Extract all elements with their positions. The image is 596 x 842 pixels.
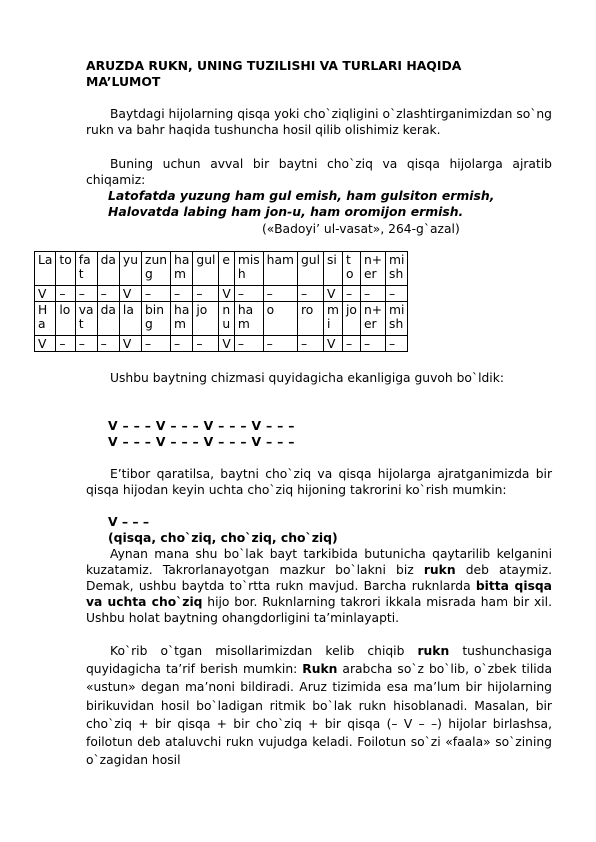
table-cell: – [234, 286, 263, 302]
table-cell: yu [119, 252, 141, 286]
table-cell: – [97, 286, 119, 302]
verse-line-1: Latofatda yuzung ham gul emish, ham gulsiton ermish, [108, 188, 495, 203]
table-cell: V [35, 286, 56, 302]
table-cell: t o [342, 252, 360, 286]
table-cell: – [386, 336, 408, 352]
table-cell: H a [35, 302, 56, 336]
table-cell: m i [324, 302, 343, 336]
page-title: ARUZDA RUKN, UNING TUZILISHI VA TURLARI HAQIDA MA’LUMOT [86, 58, 462, 89]
table-cell: lo [56, 302, 75, 336]
table-cell: – [360, 336, 385, 352]
table-cell: – [171, 336, 193, 352]
table-cell: jo [342, 302, 360, 336]
table-cell: – [171, 286, 193, 302]
table-row [35, 302, 408, 336]
table-cell: ha m [171, 252, 193, 286]
table-cell: n+ er [360, 252, 385, 286]
table-cell: V [219, 286, 234, 302]
scheme-intro-paragraph: Ushbu baytning chizmasi quyidagicha ekanligiga guvoh bo`ldik: [110, 371, 504, 385]
table-cell: – [342, 336, 360, 352]
table-cell: jo [193, 302, 219, 336]
rukn-pattern: V – – – [108, 514, 150, 529]
table-cell: fa t [75, 252, 97, 286]
table-cell: to [56, 252, 75, 286]
rukn-definition-paragraph: Ko`rib o`tgan misollarimizdan kelib chiqib rukn tushunchasiga quyidagicha ta’rif berish mumkin: Rukn arabcha so`z bo`lib, o`zbek tilida «ustun» degan ma’noni bildiradi. Aruz tizimida esa ma’lum bir hijolarning birikuvidan hosil bo`ladigan ritmik bo`lak rukn hisoblanadi. Masalan, bir cho`ziq + bir qisqa + bir cho`ziq + bir qisqa (– V – –) hijolar birlashsa, foilotun deb ataluvchi rukn vujudga keladi. Foilotun so`zi «faala» so`zining o`zagidan hosil [86, 644, 553, 768]
table-cell: ham [263, 252, 297, 286]
verse-line-2: Halovatda labing ham jon-u, ham oromijon ermish. [108, 204, 464, 219]
table-row [35, 286, 408, 302]
table-cell: la [119, 302, 141, 336]
verse-source: («Badoyi’ ul-vasat», 264-g`azal) [262, 222, 460, 236]
table-cell: – [142, 286, 171, 302]
table-cell: – [386, 286, 408, 302]
table-cell: – [263, 286, 297, 302]
table-cell: V [324, 286, 343, 302]
rukn-explanation-paragraph: Aynan mana shu bo`lak bayt tarkibida butunicha qaytarilib kelganini kuzatamiz. Takrorlanayotgan mazkur bo`lakni biz rukn deb ataymiz. Demak, ushbu baytda to`rtta rukn mavjud. Barcha ruknlarda bitta qisqa va uchta cho`ziq hijo bor. Ruknlarning takrori ikkala misrada ham bir xil. Ushbu holat baytning ohangdorligini ta’minlayapti. [86, 547, 552, 625]
table-cell: n+ er [360, 302, 385, 336]
table-cell: – [297, 336, 323, 352]
table-cell: ha m [171, 302, 193, 336]
table-cell: – [193, 286, 219, 302]
table-cell: ro [297, 302, 323, 336]
rukn-pattern-words: (qisqa, cho`ziq, cho`ziq, cho`ziq) [108, 530, 338, 545]
table-cell: n u [219, 302, 234, 336]
table-cell: – [297, 286, 323, 302]
table-cell: da [97, 252, 119, 286]
table-cell: V [119, 286, 141, 302]
table-cell: La [35, 252, 56, 286]
table-cell: V [324, 336, 343, 352]
table-cell: mi sh [386, 252, 408, 286]
table-cell: – [342, 286, 360, 302]
table-cell: zun g [142, 252, 171, 286]
table-cell: si [324, 252, 343, 286]
table-cell: mis h [234, 252, 263, 286]
table-cell: da [97, 302, 119, 336]
table-cell: V [219, 336, 234, 352]
table-cell: e [219, 252, 234, 286]
table-cell: o [263, 302, 297, 336]
table-cell: – [263, 336, 297, 352]
table-cell: ha m [234, 302, 263, 336]
table-cell: va t [75, 302, 97, 336]
table-cell: – [97, 336, 119, 352]
intro-paragraph-2: Buning uchun avval bir baytni cho`ziq va qisqa hijolarga ajratib chiqamiz: [86, 157, 552, 187]
table-cell: – [360, 286, 385, 302]
table-cell: – [56, 336, 75, 352]
table-cell: mi sh [386, 302, 408, 336]
table-cell: V [119, 336, 141, 352]
table-cell: – [193, 336, 219, 352]
attention-paragraph: E’tibor qaratilsa, baytni cho`ziq va qisqa hijolarga ajratganimizda bir qisqa hijodan keyin uchta cho`ziq hijoning takrorini ko`rish mumkin: [86, 467, 552, 497]
table-cell: V [35, 336, 56, 352]
table-cell: – [75, 336, 97, 352]
table-cell: gul [297, 252, 323, 286]
table-cell: – [142, 336, 171, 352]
meter-scheme-line-2: V – – – V – – – V – – – V – – – [108, 434, 295, 449]
table-row [35, 336, 408, 352]
table-cell: – [75, 286, 97, 302]
table-row [35, 252, 408, 286]
meter-scheme-line-1: V – – – V – – – V – – – V – – – [108, 418, 295, 433]
table-cell: bin g [142, 302, 171, 336]
table-cell: gul [193, 252, 219, 286]
table-cell: – [234, 336, 263, 352]
syllable-scan-table [34, 251, 408, 352]
intro-paragraph: Baytdagi hijolarning qisqa yoki cho`ziqligini o`zlashtirganimizdan so`ng rukn va bahr haqida tushuncha hosil qilib olishimiz kerak. [86, 107, 552, 137]
table-cell: – [56, 286, 75, 302]
